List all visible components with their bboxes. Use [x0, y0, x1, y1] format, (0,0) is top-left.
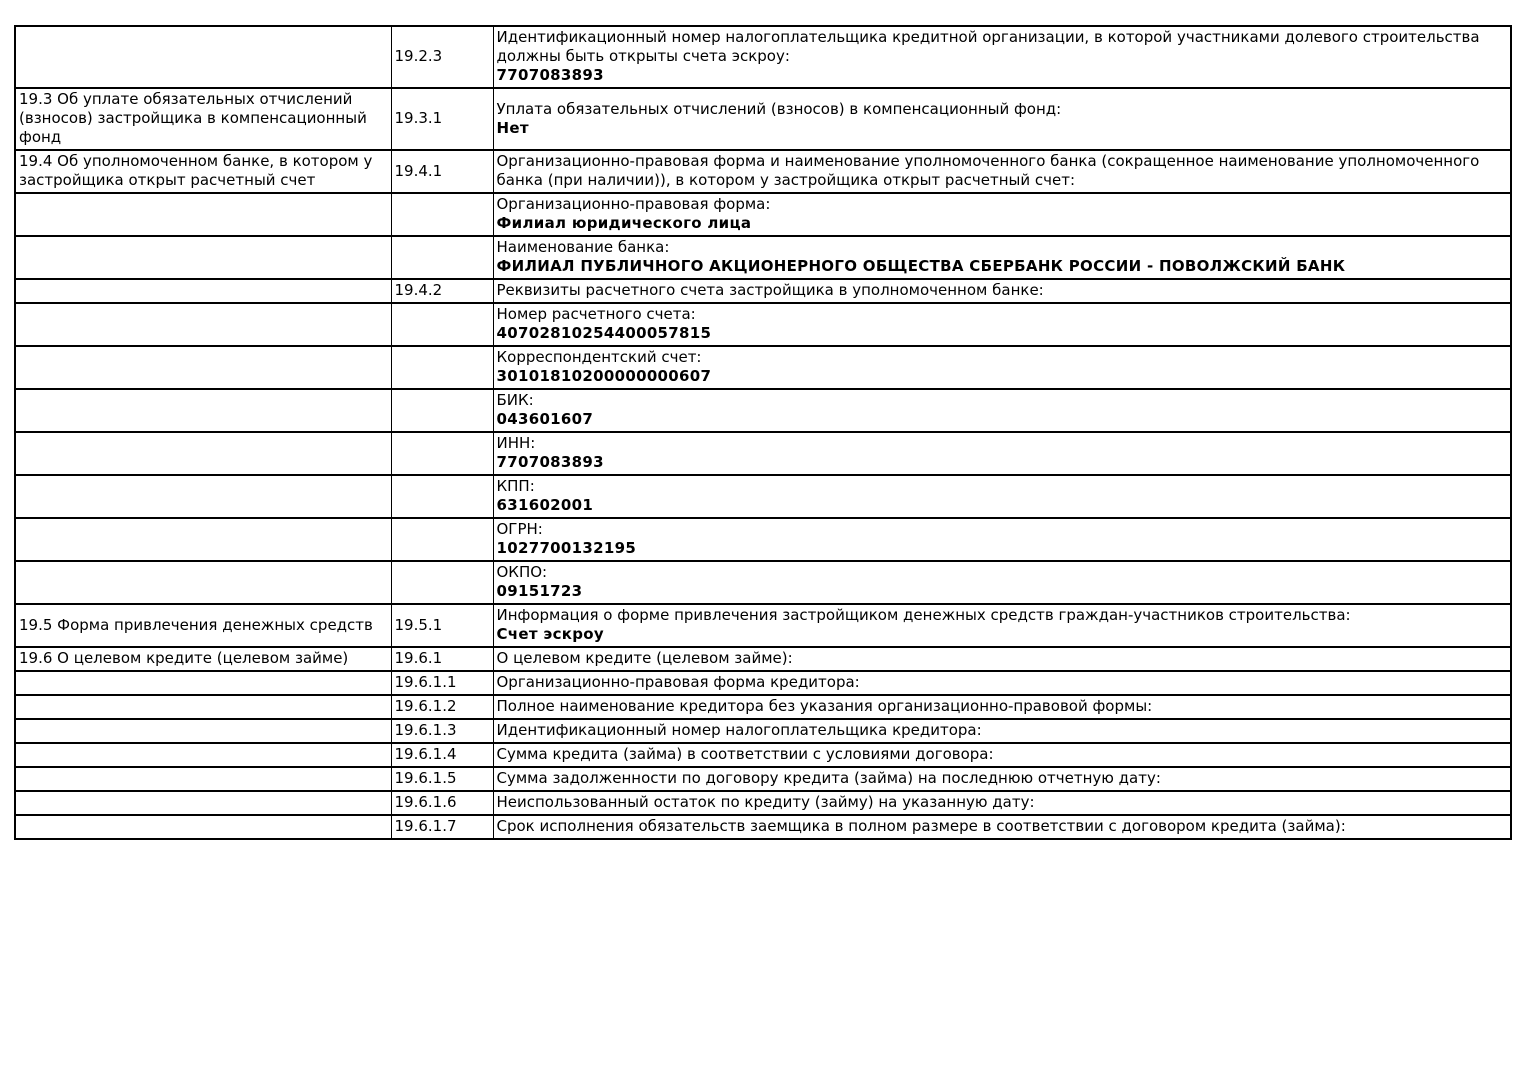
item-number-cell: 19.6.1 [391, 647, 493, 671]
project-declaration-table [14, 25, 1512, 840]
declaration-table-body [15, 26, 1511, 839]
field-value: ФИЛИАЛ ПУБЛИЧНОГО АКЦИОНЕРНОГО ОБЩЕСТВА СБЕРБАНК РОССИИ - ПОВОЛЖСКИЙ БАНК [496, 257, 1346, 275]
content-cell [493, 604, 1511, 647]
table-row [15, 236, 1511, 279]
table-row [15, 193, 1511, 236]
item-number-cell: 19.4.1 [391, 150, 493, 193]
section-title-cell [15, 475, 391, 518]
content-cell [493, 647, 1511, 671]
section-title-cell [15, 432, 391, 475]
field-label: Срок исполнения обязательств заемщика в полном размере в соответствии с договором кредита (займа): [496, 817, 1346, 835]
item-number-cell: 19.2.3 [391, 26, 493, 88]
item-number-cell: 19.6.1.2 [391, 695, 493, 719]
item-number-cell: 19.6.1.5 [391, 767, 493, 791]
table-row [15, 389, 1511, 432]
field-label: Неиспользованный остаток по кредиту (займу) на указанную дату: [496, 793, 1035, 811]
field-label: Организационно-правовая форма кредитора: [496, 673, 860, 691]
item-number-cell [391, 518, 493, 561]
section-title-cell [15, 815, 391, 839]
item-number-cell: 19.3.1 [391, 88, 493, 150]
field-label: ОКПО: [496, 563, 548, 581]
item-number-cell [391, 389, 493, 432]
section-title-cell [15, 279, 391, 303]
section-title-cell [15, 303, 391, 346]
content-cell [493, 346, 1511, 389]
field-label: Информация о форме привлечения застройщиком денежных средств граждан-участников строительства: [496, 606, 1351, 624]
section-title-cell [15, 719, 391, 743]
item-number-cell: 19.5.1 [391, 604, 493, 647]
table-row [15, 604, 1511, 647]
item-number-cell: 19.4.2 [391, 279, 493, 303]
table-row [15, 791, 1511, 815]
field-label: Идентификационный номер налогоплательщика кредитной организации, в которой участниками долевого строительства должны быть открыты счета эскроу: [496, 28, 1480, 65]
item-number-cell: 19.6.1.7 [391, 815, 493, 839]
content-cell [493, 150, 1511, 193]
field-label: БИК: [496, 391, 534, 409]
table-row [15, 303, 1511, 346]
field-label: Номер расчетного счета: [496, 305, 696, 323]
field-value: Нет [496, 118, 529, 137]
table-row [15, 695, 1511, 719]
field-label: Сумма кредита (займа) в соответствии с условиями договора: [496, 745, 994, 763]
field-value: 631602001 [496, 496, 594, 514]
content-cell [493, 303, 1511, 346]
field-value: 1027700132195 [496, 539, 637, 557]
table-row [15, 279, 1511, 303]
section-title-cell [15, 561, 391, 604]
content-cell [493, 236, 1511, 279]
field-value: 7707083893 [496, 66, 604, 84]
table-row [15, 561, 1511, 604]
field-label: Полное наименование кредитора без указания организационно-правовой формы: [496, 697, 1153, 715]
field-label: Уплата обязательных отчислений (взносов) в компенсационный фонд: [496, 99, 1062, 118]
section-title-cell [15, 518, 391, 561]
section-title-cell [15, 767, 391, 791]
field-value: Филиал юридического лица [496, 214, 752, 232]
table-row [15, 150, 1511, 193]
section-title-cell [15, 743, 391, 767]
content-cell [493, 279, 1511, 303]
field-label: О целевом кредите (целевом займе): [496, 649, 793, 667]
content-cell [493, 767, 1511, 791]
item-number-cell: 19.6.1.1 [391, 671, 493, 695]
item-number-cell [391, 303, 493, 346]
item-number-cell: 19.6.1.3 [391, 719, 493, 743]
section-title-cell [15, 346, 391, 389]
table-row [15, 518, 1511, 561]
content-cell [493, 561, 1511, 604]
table-row [15, 719, 1511, 743]
field-value: Счет эскроу [496, 625, 604, 643]
field-value: 7707083893 [496, 453, 604, 471]
content-cell [493, 791, 1511, 815]
table-row [15, 432, 1511, 475]
field-value: 30101810200000000607 [496, 367, 712, 385]
section-title-cell: 19.6 О целевом кредите (целевом займе) [15, 647, 391, 671]
field-label: Организационно-правовая форма и наименование уполномоченного банка (сокращенное наименование уполномоченного банка (при наличии)), в котором у застройщика открыт расчетный счет: [496, 152, 1480, 189]
section-title-cell [15, 26, 391, 88]
section-title-cell [15, 236, 391, 279]
content-cell [493, 26, 1511, 88]
section-title-cell [15, 193, 391, 236]
field-label: КПП: [496, 477, 535, 495]
table-row [15, 671, 1511, 695]
field-value: 40702810254400057815 [496, 324, 712, 342]
field-label: Корреспондентский счет: [496, 348, 702, 366]
section-title-cell [15, 695, 391, 719]
content-cell [493, 389, 1511, 432]
table-row [15, 767, 1511, 791]
content-cell [493, 193, 1511, 236]
section-title-cell: 19.3 Об уплате обязательных отчислений (взносов) застройщика в компенсационный фонд [15, 88, 391, 150]
field-label: Организационно-правовая форма: [496, 195, 771, 213]
section-title-cell [15, 389, 391, 432]
content-cell [493, 432, 1511, 475]
content-cell [493, 743, 1511, 767]
table-row [15, 743, 1511, 767]
field-label: Идентификационный номер налогоплательщика кредитора: [496, 721, 982, 739]
item-number-cell [391, 475, 493, 518]
content-cell [493, 695, 1511, 719]
table-row [15, 475, 1511, 518]
content-cell [493, 815, 1511, 839]
item-number-cell [391, 561, 493, 604]
table-row [15, 26, 1511, 88]
content-cell [493, 671, 1511, 695]
content-cell [493, 88, 1511, 150]
content-cell [493, 719, 1511, 743]
item-number-cell: 19.6.1.4 [391, 743, 493, 767]
item-number-cell [391, 346, 493, 389]
content-cell [493, 518, 1511, 561]
field-value: 043601607 [496, 410, 594, 428]
field-value: 09151723 [496, 582, 583, 600]
table-row [15, 88, 1511, 150]
item-number-cell: 19.6.1.6 [391, 791, 493, 815]
section-title-cell: 19.5 Форма привлечения денежных средств [15, 604, 391, 647]
table-row [15, 647, 1511, 671]
field-label: ОГРН: [496, 520, 543, 538]
section-title-cell: 19.4 Об уполномоченном банке, в котором у застройщика открыт расчетный счет [15, 150, 391, 193]
section-title-cell [15, 671, 391, 695]
field-label: Реквизиты расчетного счета застройщика в уполномоченном банке: [496, 281, 1044, 299]
field-label: ИНН: [496, 434, 536, 452]
field-label: Наименование банка: [496, 238, 670, 256]
section-title-cell [15, 791, 391, 815]
table-row [15, 346, 1511, 389]
item-number-cell [391, 193, 493, 236]
field-label: Сумма задолженности по договору кредита (займа) на последнюю отчетную дату: [496, 769, 1161, 787]
table-row [15, 815, 1511, 839]
content-cell [493, 475, 1511, 518]
item-number-cell [391, 236, 493, 279]
item-number-cell [391, 432, 493, 475]
